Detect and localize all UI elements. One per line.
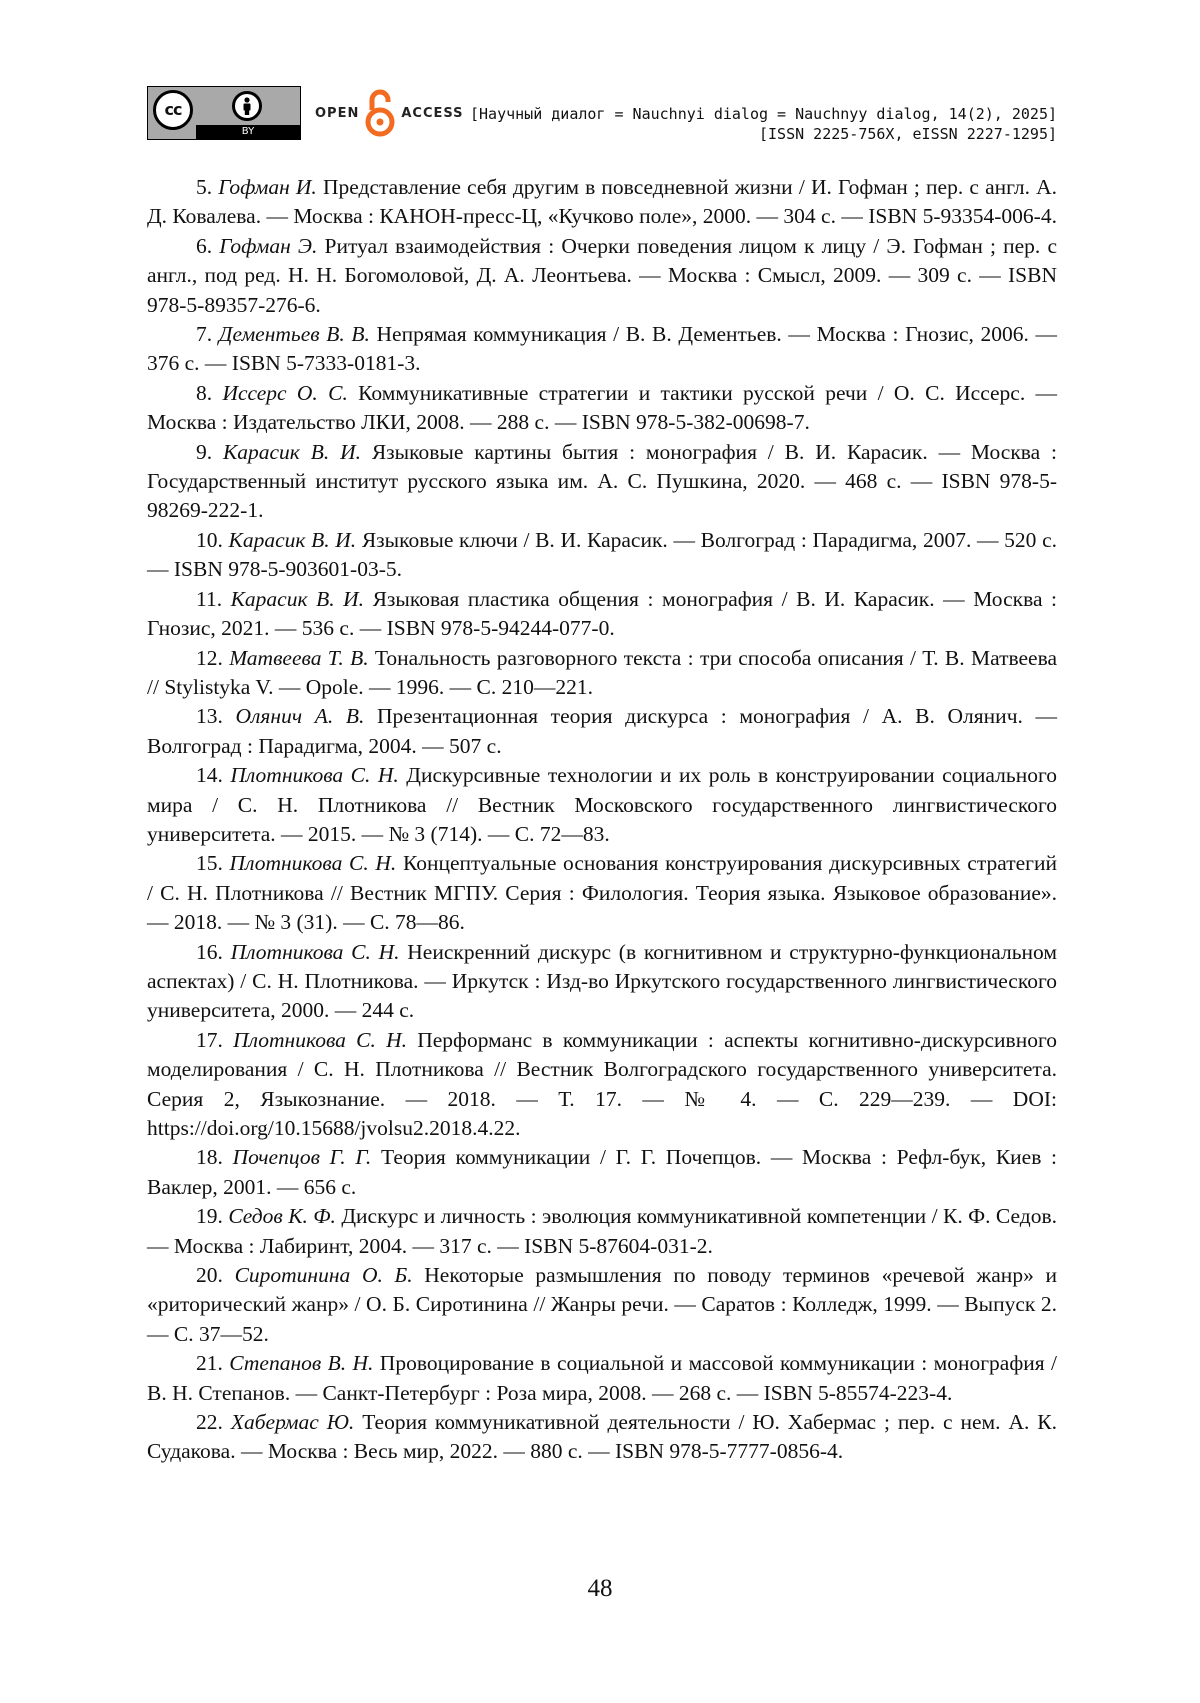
reference-item: [147, 1261, 1057, 1349]
reference-author: Олянич А. В.: [236, 704, 365, 728]
reference-author: Почепцов Г. Г.: [233, 1145, 372, 1169]
reference-text: Неискренний дискурс (в когнитивном и структурно-функци­ональном аспектах) / С. Н. Плотникова. — Иркутск : Изд-во Иркутского государствен­ного лингвистического университета, 2000. — 244 с.: [147, 940, 1057, 1023]
reference-item: [147, 585, 1057, 644]
reference-number: 19.: [196, 1204, 223, 1228]
reference-author: Седов К. Ф.: [228, 1204, 336, 1228]
reference-author: Дементьев В. В.: [219, 322, 370, 346]
reference-number: 5.: [196, 175, 212, 199]
cc-icon: cc: [153, 90, 193, 130]
page-header: [147, 84, 1057, 142]
reference-item: [147, 761, 1057, 849]
reference-text: Перформанс в коммуникации : аспекты когнитивно-дискур­сивного моделирования / С. Н. Плотникова // Вестник Волгоградского государственного университета. Серия 2, Языкознание. — 2018. — Т. 17. — № 4. — С. 229—239. — DOI: https://doi.org/10.15688/jvolsu2.2018.4.22.: [147, 1028, 1057, 1140]
journal-citation: [470, 104, 1057, 144]
reference-list: [147, 173, 1057, 1467]
reference-item: [147, 1202, 1057, 1261]
reference-item: [147, 438, 1057, 526]
reference-number: 15.: [196, 851, 223, 875]
open-access-lock-icon: [365, 88, 395, 138]
reference-text: Языковые картины бытия : монография / В. И. Карасик. — Мо­сква : Государственный институт русского языка им. А. С. Пушкина, 2020. — 468 с. — ISBN 978-5-98269-222-1.: [147, 440, 1057, 523]
reference-text: Коммуникативные стратегии и тактики русской речи / О. С. Ис­серс. — Москва : Издательство ЛКИ, 2008. — 288 с. — ISBN 978-5-382-00698-7.: [147, 381, 1057, 434]
reference-author: Плотникова С. Н.: [230, 763, 398, 787]
reference-number: 10.: [196, 528, 223, 552]
reference-item: [147, 1026, 1057, 1144]
reference-number: 22.: [196, 1410, 223, 1434]
reference-text: Теория коммуникации / Г. Г. Почепцов. — Москва : Рефл-бук, Киев : Ваклер, 2001. — 656 с.: [147, 1145, 1057, 1198]
reference-number: 9.: [196, 440, 212, 464]
reference-text: Некоторые размышления по поводу терминов «речевой жанр» и «риторический жанр» / О. Б. Сиротинина // Жанры речи. — Саратов : Колледж, 1999. — Выпуск 2. — С. 37—52.: [147, 1263, 1057, 1346]
open-access-logo: [315, 84, 464, 142]
reference-author: Плотникова С. Н.: [230, 851, 397, 875]
reference-author: Иссерс О. С.: [222, 381, 347, 405]
reference-item: [147, 938, 1057, 1026]
reference-author: Карасик В. И.: [231, 587, 364, 611]
reference-text: Ритуал взаимодействия : Очерки поведения лицом к лицу / Э. Гоф­ман ; пер. с англ., под ред. Н. Н. Богомоловой, Д. А. Леонтьева. — Москва : Смысл, 2009. — 309 с. — ISBN 978-5-89357-276-6.: [147, 234, 1057, 317]
open-label: OPEN: [315, 106, 359, 121]
reference-item: [147, 702, 1057, 761]
reference-author: Степанов В. Н.: [229, 1351, 373, 1375]
reference-author: Карасик В. И.: [229, 528, 357, 552]
reference-number: 20.: [196, 1263, 223, 1287]
reference-item: [147, 173, 1057, 232]
reference-text: Непрямая коммуникация / В. В. Дементьев. — Москва : Гнозис, 2006. — 376 с. — ISBN 5-7333-0181-3.: [147, 322, 1057, 375]
reference-item: [147, 1143, 1057, 1202]
reference-text: Языковые ключи / В. И. Карасик. — Волгоград : Парадигма, 2007. — 520 с. — ISBN 978-5-903601-03-5.: [147, 528, 1057, 581]
reference-number: 16.: [196, 940, 223, 964]
reference-item: [147, 379, 1057, 438]
reference-number: 8.: [196, 381, 212, 405]
reference-number: 21.: [196, 1351, 223, 1375]
reference-number: 14.: [196, 763, 223, 787]
attribution-person-icon: [232, 91, 262, 121]
reference-author: Плотникова С. Н.: [233, 1028, 407, 1052]
journal-issn-line: [ISSN 2225-756X, eISSN 2227-1295]: [470, 124, 1057, 144]
reference-number: 17.: [196, 1028, 223, 1052]
reference-item: [147, 644, 1057, 703]
reference-number: 13.: [196, 704, 223, 728]
reference-item: [147, 232, 1057, 320]
reference-author: Гофман Э.: [219, 234, 317, 258]
reference-number: 12.: [196, 646, 223, 670]
reference-text: Теория коммуникативной деятельности / Ю. Хабермас ; пер. с нем. А. К. Судакова. — Москва : Весь мир, 2022. — 880 с. — ISBN 978-5-7777-0856-4.: [147, 1410, 1057, 1463]
reference-number: 11.: [196, 587, 222, 611]
cc-by-license-badge[interactable]: [147, 86, 301, 140]
reference-item: [147, 320, 1057, 379]
reference-text: Дискурсивные технологии и их роль в конструировании со­циального мира / С. Н. Плотникова // Вестник Московского государственного лингви­стического университета. — 2015. — № 3 (714). — С. 72—83.: [147, 763, 1057, 846]
reference-number: 6.: [196, 234, 212, 258]
reference-text: Презентационная теория дискурса : монография / А. В. Олянич. — Волгоград : Парадигма, 2004. — 507 с.: [147, 704, 1057, 757]
reference-author: Матвеева Т. В.: [229, 646, 368, 670]
reference-author: Гофман И.: [218, 175, 317, 199]
reference-item: [147, 1349, 1057, 1408]
reference-text: Тональность разговорного текста : три способа описания / Т. В. Матвеева // Stylistyka V. — Opole. — 1996. — С. 210—221.: [147, 646, 1057, 699]
reference-number: 7.: [196, 322, 212, 346]
reference-item: [147, 1408, 1057, 1467]
reference-author: Плотникова С. Н.: [231, 940, 400, 964]
page-number: 48: [0, 1575, 1200, 1603]
access-label: ACCESS: [401, 106, 463, 121]
reference-text: Представление себя другим в повседневной жизни / И. Гофман ; пер. с англ. А. Д. Ковалева. — Москва : КАНОН-пресс-Ц, «Кучково поле», 2000. — 304 с. — ISBN 5-93354-006-4.: [147, 175, 1057, 228]
reference-text: Дискурс и личность : эволюция коммуникативной компетенции / К. Ф. Седов. — Москва : Лабиринт, 2004. — 317 с. — ISBN 5-87604-031-2.: [147, 1204, 1057, 1257]
reference-text: Провоцирование в социальной и массовой коммуникации : монография / В. Н. Степанов. — Санкт-Петербург : Роза мира, 2008. — 268 с. — ISBN 5-85574-223-4.: [147, 1351, 1057, 1404]
reference-author: Сиротинина О. Б.: [235, 1263, 413, 1287]
reference-author: Карасик В. И.: [223, 440, 361, 464]
reference-item: [147, 526, 1057, 585]
reference-author: Хабермас Ю.: [231, 1410, 354, 1434]
reference-text: Концептуальные основания конструирования дискурсивных стратегий / С. Н. Плотникова // Вестник МГПУ. Серия : Филология. Теория языка. Язы­ковое образование». — 2018. — № 3 (31). — С. 78—86.: [147, 851, 1057, 934]
reference-number: 18.: [196, 1145, 223, 1169]
reference-item: [147, 849, 1057, 937]
by-label: BY: [196, 125, 300, 139]
reference-text: Языковая пластика общения : монография / В. И. Карасик. — Мо­сква : Гнозис, 2021. — 536 с. — ISBN 978-5-94244-077-0.: [147, 587, 1057, 640]
journal-title-line: [Научный диалог = Nauchnyi dialog = Nauchnyy dialog, 14(2), 2025]: [470, 104, 1057, 124]
